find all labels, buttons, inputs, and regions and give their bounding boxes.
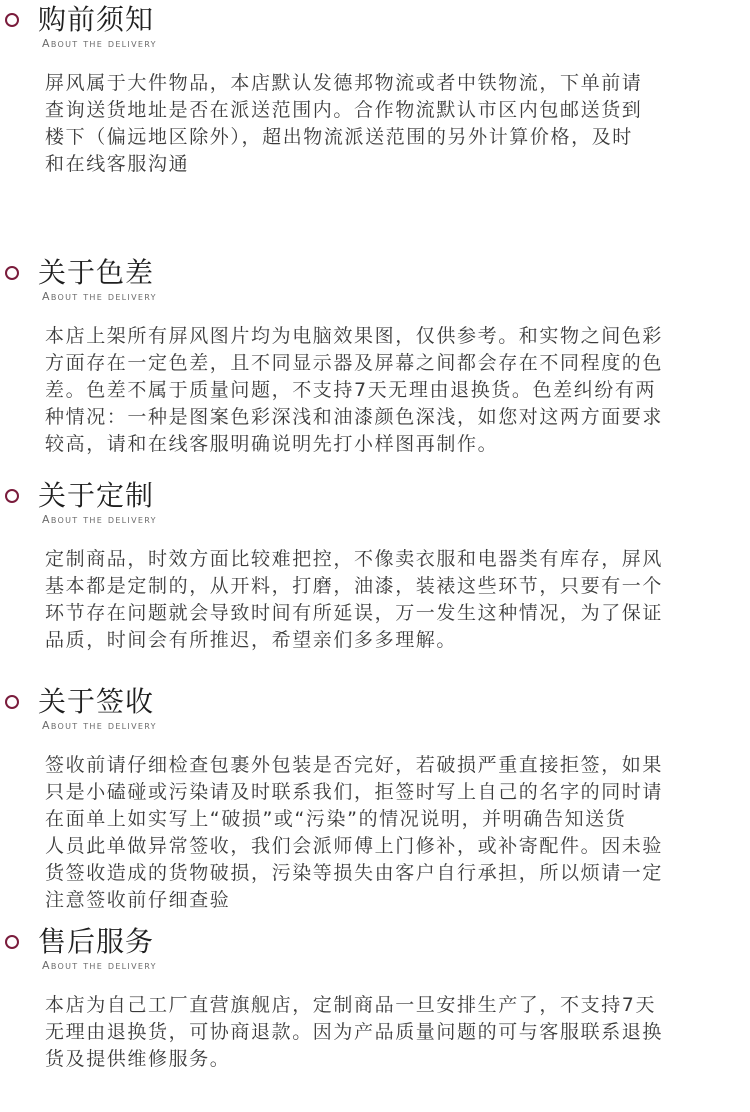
- section-title: 关于签收: [38, 685, 155, 718]
- body-line: 在面单上如实写上“破损”或“污染”的情况说明，并明确告知送货: [45, 808, 627, 830]
- circle-bullet-icon: [5, 695, 19, 709]
- section-subtitle: About the delivery: [42, 719, 157, 732]
- body-line: 楼下（偏远地区除外），超出物流派送范围的另外计算价格，及时: [45, 126, 633, 148]
- circle-bullet-icon: [5, 13, 19, 27]
- section-title: 售后服务: [38, 925, 155, 958]
- circle-bullet-icon: [5, 266, 19, 280]
- section-header: [0, 479, 750, 526]
- section-body: [45, 70, 745, 178]
- section-subtitle: About the delivery: [42, 959, 157, 972]
- circle-bullet-icon: [5, 935, 19, 949]
- body-line: 只是小磕碰或污染请及时联系我们，拒签时写上自己的名字的同时请: [45, 781, 664, 803]
- body-line: 差。色差不属于质量问题，不支持7天无理由退换货。色差纠纷有两: [45, 379, 657, 401]
- section-subtitle: About the delivery: [42, 513, 157, 526]
- section-body: [45, 992, 745, 1073]
- section-subtitle: About the delivery: [42, 37, 157, 50]
- section-after-sales: [0, 925, 750, 1070]
- section-signing: [0, 685, 750, 911]
- body-line: 查询送货地址是否在派送范围内。合作物流默认市区内包邮送货到: [45, 99, 643, 121]
- body-line: 签收前请仔细检查包裹外包装是否完好，若破损严重直接拒签，如果: [45, 754, 664, 776]
- section-customization: [0, 479, 750, 651]
- section-header: [0, 256, 750, 303]
- body-line: 货签收造成的货物破损，污染等损失由客户自行承担，所以烦请一定: [45, 862, 664, 884]
- body-line: 注意签收前仔细查验: [45, 889, 231, 911]
- section-title: 关于色差: [38, 256, 155, 289]
- body-line: 和在线客服沟通: [45, 153, 190, 175]
- body-line: 屏风属于大件物品，本店默认发德邦物流或者中铁物流，下单前请: [45, 72, 643, 94]
- section-body: [45, 546, 745, 654]
- circle-bullet-icon: [5, 489, 19, 503]
- body-line: 无理由退换货，可协商退款。因为产品质量问题的可与客服联系退换: [45, 1021, 664, 1043]
- body-line: 本店为自己工厂直营旗舰店，定制商品一旦安排生产了，不支持7天: [45, 994, 657, 1016]
- body-line: 种情况：一种是图案色彩深浅和油漆颜色深浅，如您对这两方面要求: [45, 406, 664, 428]
- body-line: 品质，时间会有所推迟，希望亲们多多理解。: [45, 629, 458, 651]
- body-line: 方面存在一定色差，且不同显示器及屏幕之间都会存在不同程度的色: [45, 352, 664, 374]
- body-line: 基本都是定制的，从开料，打磨，油漆，装裱这些环节，只要有一个: [45, 575, 664, 597]
- body-line: 货及提供维修服务。: [45, 1048, 231, 1070]
- section-header: [0, 685, 750, 732]
- section-subtitle: About the delivery: [42, 290, 157, 303]
- section-header: [0, 925, 750, 972]
- section-title: 购前须知: [38, 3, 155, 36]
- section-purchase-notice: [0, 3, 750, 175]
- section-color-difference: [0, 256, 750, 455]
- section-body: [45, 323, 745, 458]
- section-header: [0, 3, 750, 50]
- body-line: 本店上架所有屏风图片均为电脑效果图，仅供参考。和实物之间色彩: [45, 325, 664, 347]
- section-body: [45, 752, 745, 914]
- body-line: 环节存在问题就会导致时间有所延误，万一发生这种情况，为了保证: [45, 602, 664, 624]
- body-line: 较高，请和在线客服明确说明先打小样图再制作。: [45, 433, 499, 455]
- section-title: 关于定制: [38, 479, 155, 512]
- body-line: 人员此单做异常签收，我们会派师傅上门修补，或补寄配件。因未验: [45, 835, 664, 857]
- body-line: 定制商品，时效方面比较难把控，不像卖衣服和电器类有库存，屏风: [45, 548, 664, 570]
